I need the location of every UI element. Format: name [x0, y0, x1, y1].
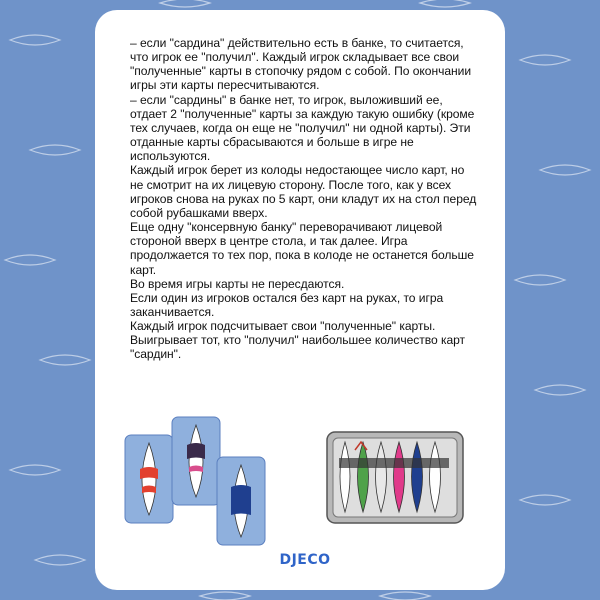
rule-paragraph: Во время игры карты не пересдаются.	[130, 276, 345, 291]
sardine-card	[125, 435, 173, 523]
rule-paragraph: – если "сардины" в банке нет, то игрок, выложивший ее, отдает 2 "полученные" карты за каждую такую ошибку (кроме тех случаев, когда он еще не "получил" ни одной карты). Эти отданные карты сбрасываются и больше в игре не используются.	[130, 92, 475, 164]
sardine-can-icon	[325, 430, 465, 525]
rule-paragraph: – если "сардина" действительно есть в банке, то считается, что игрок ее "получил". Каждый игрок складывает все свои "полученные" карты в стопочку рядом с собой. По окончании игры эти карты пересчитываются.	[130, 36, 472, 93]
rule-paragraph: Каждый игрок берет из колоды недостающее число карт, но не смотрит на их лицевую сторону. После того, как у всех игроков снова на руках по 5 карт, они кладут их на стол перед собой рубашками вверх.	[130, 163, 477, 220]
rule-paragraph: Еще одну "консервную банку" переворачивают лицевой стороной вверх в центре стола, и так далее. Игра продолжается то тех пор, пока в колоде не останется больше карт.	[130, 220, 474, 277]
sardine-cards-icon	[120, 415, 270, 550]
djeco-logo: DJECO	[279, 552, 331, 568]
rule-paragraph: Если один из игроков остался без карт на руках, то игра заканчивается.	[130, 290, 444, 319]
rules-text	[130, 36, 480, 362]
sardine-card	[172, 417, 220, 505]
rule-paragraph: Каждый игрок подсчитывает свои "полученные" карты. Выигрывает тот, кто "получил" наибольшее количество карт "сардин".	[130, 319, 466, 362]
sardine-card	[217, 457, 265, 545]
